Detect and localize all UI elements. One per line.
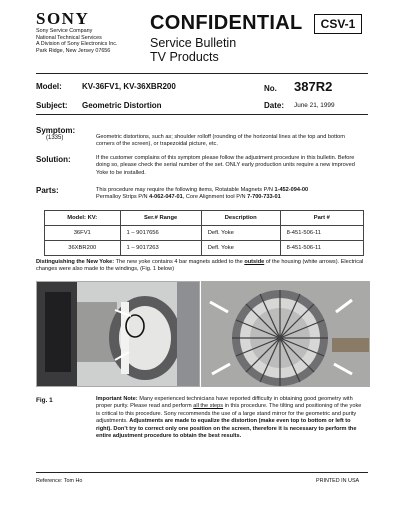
- table-cell: 36FV1: [45, 226, 121, 241]
- symptom-label: Symptom:: [36, 126, 76, 135]
- printed-in-usa: PRINTED IN USA: [316, 478, 360, 484]
- table-cell: Defl. Yoke: [201, 241, 280, 256]
- part-number: 4-062-047-01: [149, 194, 183, 201]
- note-text-b: in this procedure. The tilting and positioning of the yoke is critical to this procedure. Sony recommends the use of a large stand mirror for the geometric and purity adjustments.: [96, 403, 362, 425]
- important-note: [96, 396, 366, 440]
- parts-label: Parts:: [36, 186, 59, 195]
- table-cell: 36XBR200: [45, 241, 121, 256]
- bulletin-title-line1: Service Bulletin: [150, 36, 237, 50]
- model-value: KV-36FV1, KV-36XBR200: [82, 82, 176, 91]
- company-line: Park Ridge, New Jersey 07656: [36, 47, 111, 54]
- table-header-row: [45, 211, 364, 226]
- symptom-text: Geometric distortions, such as; shoulder rolloff (rounding of the horizontal lines at the top and bottom corners of the screen), or trapezoidal picture, etc.: [96, 134, 345, 148]
- table-cell: 8-451-506-11: [280, 241, 363, 256]
- table-cell: 8-451-506-11: [280, 226, 363, 241]
- table-row: [45, 226, 364, 241]
- table-header: Description: [201, 211, 280, 226]
- note-text-a: Many experienced technicians have reported difficulty in obtaining good geometry with proper purity. Please read and perform: [96, 396, 353, 410]
- bulletin-no-label: No.: [264, 84, 277, 93]
- note-bold: Adjustments are made to equalize the distortion (make even top to bottom or left to right). Don’t try to correct only one position on the screen, therefore it is necessary to perform the entire adjustment procedure to obtain the best results.: [96, 418, 357, 440]
- yoke-paragraph: [36, 259, 368, 274]
- parts-text: [96, 187, 368, 202]
- table-header: Part #: [280, 211, 363, 226]
- yoke-photo-left: [36, 281, 200, 387]
- figure-label: Fig. 1: [36, 397, 53, 404]
- model-label: Model:: [36, 82, 62, 91]
- table-header: Ser.# Range: [120, 211, 201, 226]
- subject-value: Geometric Distortion: [82, 101, 162, 110]
- company-line: National Technical Services: [36, 34, 102, 41]
- solution-text: If the customer complains of this symptom please follow the adjustment procedure in this bulletin. Before doing so, please check the serial number of the set. ONLY early production units require a new improved Yoke to be installed.: [96, 155, 355, 176]
- bulletin-title-line2: TV Products: [150, 50, 219, 64]
- part-number: 1-452-094-00: [274, 187, 309, 193]
- date-label: Date:: [264, 101, 285, 110]
- company-info: [36, 28, 118, 54]
- csv-badge: CSV-1: [314, 14, 362, 34]
- solution-label: Solution:: [36, 155, 71, 164]
- table-cell: 1 – 9017263: [120, 241, 201, 256]
- sony-logo: SONY: [36, 9, 90, 28]
- divider: [36, 114, 368, 115]
- date-value: June 21, 1999: [294, 102, 335, 109]
- note-heading: Important Note:: [96, 396, 138, 402]
- parts-text-a: This procedure may require the following items, Rotatable Magnets P/N: [96, 187, 275, 193]
- note-underlined: all the steps: [193, 403, 224, 410]
- parts-table: [44, 210, 364, 256]
- yoke-heading: Distinguishing the New Yoke:: [36, 259, 115, 265]
- yoke-photo-right: [201, 281, 370, 387]
- bulletin-title: [150, 36, 236, 64]
- reference: Reference: Tom Ho: [36, 478, 83, 484]
- parts-text-b: Permalloy Strips P/N: [96, 194, 150, 201]
- divider: [36, 73, 368, 74]
- symptom-code: (1335): [46, 135, 64, 141]
- subject-label: Subject:: [36, 101, 68, 110]
- table-row: [45, 241, 364, 256]
- table-cell: 1 – 9017656: [120, 226, 201, 241]
- footer-divider: [36, 472, 368, 473]
- part-number: 7-700-733-01: [247, 194, 281, 201]
- yoke-photo-right-image: [202, 282, 369, 386]
- company-line: A Division of Sony Electronics Inc.: [36, 41, 118, 48]
- yoke-photo-left-image: [37, 282, 199, 386]
- table-cell: Defl. Yoke: [201, 226, 280, 241]
- yoke-text-b: of the housing (white arrows). Electrical changes were also made to the windings, (Fig. 1 below): [36, 259, 364, 273]
- table-header: Model: KV:: [45, 211, 121, 226]
- parts-text-c: , Core Alignment tool P/N: [182, 194, 248, 201]
- bulletin-number: 387R2: [294, 79, 333, 94]
- yoke-underlined: outside: [244, 259, 265, 265]
- yoke-text-a: The new yoke contains 4 bar magnets added to the: [114, 259, 245, 265]
- confidential-title: CONFIDENTIAL: [150, 12, 303, 34]
- company-line: Sony Service Company: [36, 28, 93, 34]
